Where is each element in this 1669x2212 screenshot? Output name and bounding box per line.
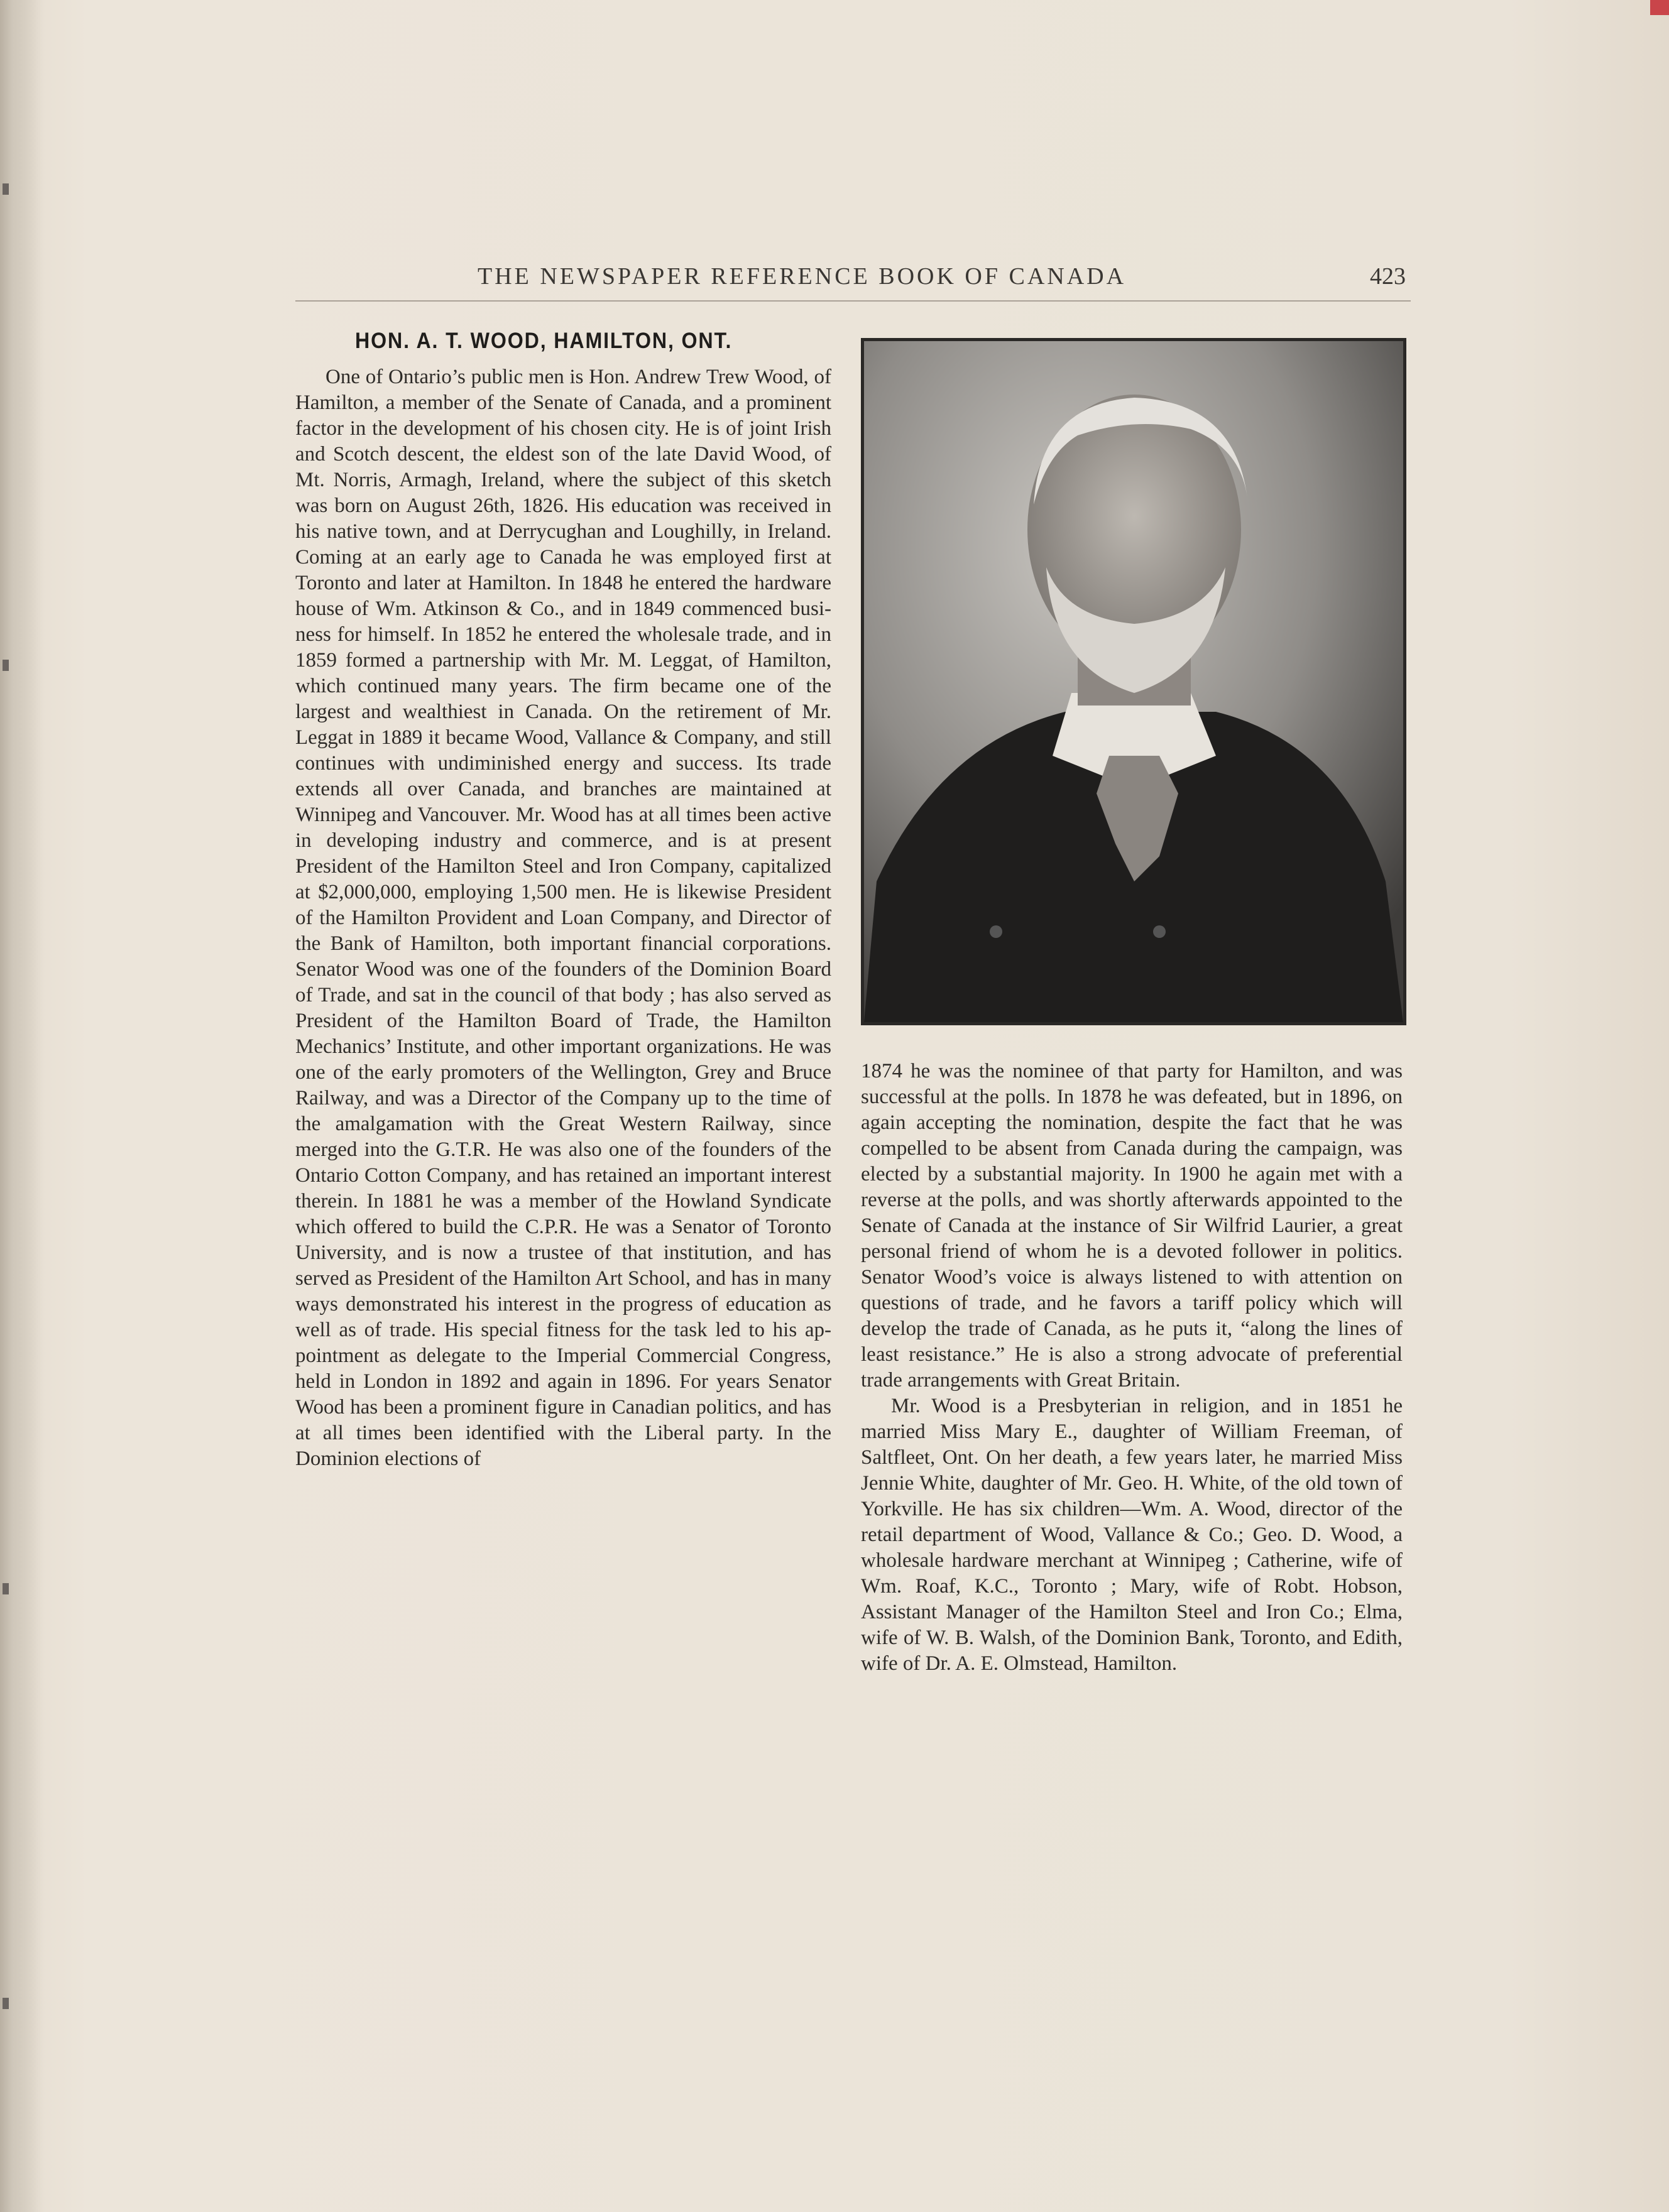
binding-shadow	[0, 0, 44, 2212]
corner-color-mark	[1650, 0, 1669, 15]
right-column	[861, 1059, 1403, 1677]
running-head	[295, 263, 1411, 302]
binding-tick-mark	[3, 660, 9, 671]
left-column	[295, 364, 831, 1472]
page-number: 423	[1370, 263, 1406, 290]
portrait-photo	[861, 338, 1406, 1025]
article-headline: HON. A. T. WOOD, HAMILTON, ONT.	[355, 329, 733, 353]
binding-tick-mark	[3, 1998, 9, 2009]
running-head-title: THE NEWSPAPER REFERENCE BOOK OF CANADA	[478, 263, 1127, 290]
binding-tick-mark	[3, 1583, 9, 1594]
binding-tick-mark	[3, 183, 9, 195]
portrait-photo-icon	[864, 341, 1403, 1022]
left-column-text: One of Ontario’s public men is Hon. Andrew Trew Wood, of Hamilton, a member of the Senate of Canada, and a prominent factor in the development of his chosen city. He is of joint Irish and Scotch descent, the eldest son of the late David Wood, of Mt. Norris, Armagh, Ireland, where the subject of this sketch was born on August 26th, 1826. His education was received in his native town, and at Derrycughan and Loughilly, in Ireland. Coming at an early age to Canada he was employed first at Toronto and later at Hamilton. In 1848 he entered the hardware house of Wm. Atkinson & Co., and in 1849 commenced business for himself. In 1852 he entered the wholesale trade, and in 1859 formed a partnership with Mr. M. Leggat, of Hamilton, which continued many years. The firm became one of the largest and wealthiest in Canada. On the retirement of Mr. Leggat in 1889 it became Wood, Vallance & Company, and still continues with undiminished energy and success. Its trade extends all over Canada, and branches are maintained at Winnipeg and Vancouver. Mr. Wood has at all times been active in developing industry and commerce, and is at present President of the Hamilton Steel and Iron Company, capitalized at $2,000,000, employing 1,500 men. He is likewise President of the Hamilton Provident and Loan Company, and Director of the Bank of Hamilton, both important financial corporations. Senator Wood was one of the founders of the Dominion Board of Trade, and sat in the council of that body ; has also served as President of the Hamilton Board of Trade, the Hamilton Mechanics’ Institute, and other important organizations. He was one of the early promoters of the Wellington, Grey and Bruce Railway, and was a Director of the Company up to the time of the amalgamation with the Great Western Railway, since merged into the G.T.R. He was also one of the founders of the Ontario Cotton Company, and has retained an important interest therein. In 1881 he was a member of the Howland Syndicate which offered to build the C.P.R. He was a Senator of Toronto University, and is now a trustee of that institution, and has served as President of the Hamilton Art School, and has in many ways demonstrated his interest in the progress of education as well as of trade. His special fitness for the task led to his appointment as delegate to the Imperial Commercial Congress, held in London in 1892 and again in 1896. For years Senator Wood has been a prominent figure in Canadian politics, and has at all times been identified with the Liberal party. In the Dominion elections of	[295, 366, 831, 1470]
right-column-paragraph: Mr. Wood is a Presbyterian in religion, and in 1851 he married Miss Mary E., daughter of William Freeman, of Saltfleet, Ont. On her death, a few years later, he married Miss Jennie White, daughter of Mr. Geo. H. White, of the old town of Yorkville. He has six children—Wm. A. Wood, director of the retail department of Wood, Vallance & Co.; Geo. D. Wood, a wholesale hardware merchant at Winnipeg ; Catherine, wife of Wm. Roaf, K.C., Toronto ; Mary, wife of Robt. Hobson, Assistant Manager of the Hamilton Steel and Iron Co.; Elma, wife of W. B. Walsh, of the Dominion Bank, Toronto, and Edith, wife of Dr. A. E. Olmstead, Hamilton.	[861, 1395, 1403, 1675]
right-column-paragraph: 1874 he was the nominee of that party for Hamilton, and was successful at the polls. In 1878 he was defeated, but in 1896, on again accepting the nomination, despite the fact that he was compelled to be absent from Canada during the campaign, was elected by a substantial majority. In 1900 he again met with a reverse at the polls, and was shortly afterwards appointed to the Senate of Canada at the instance of Sir Wilfrid Laurier, a great personal friend of whom he is a devoted follower in politics. Senator Wood’s voice is always listened to with attention on questions of trade, and he favors a tariff policy which will develop the trade of Canada, as he puts it, “along the lines of least resistance.” He is also a strong advocate of preferential trade arrangements with Great Britain.	[861, 1060, 1403, 1392]
